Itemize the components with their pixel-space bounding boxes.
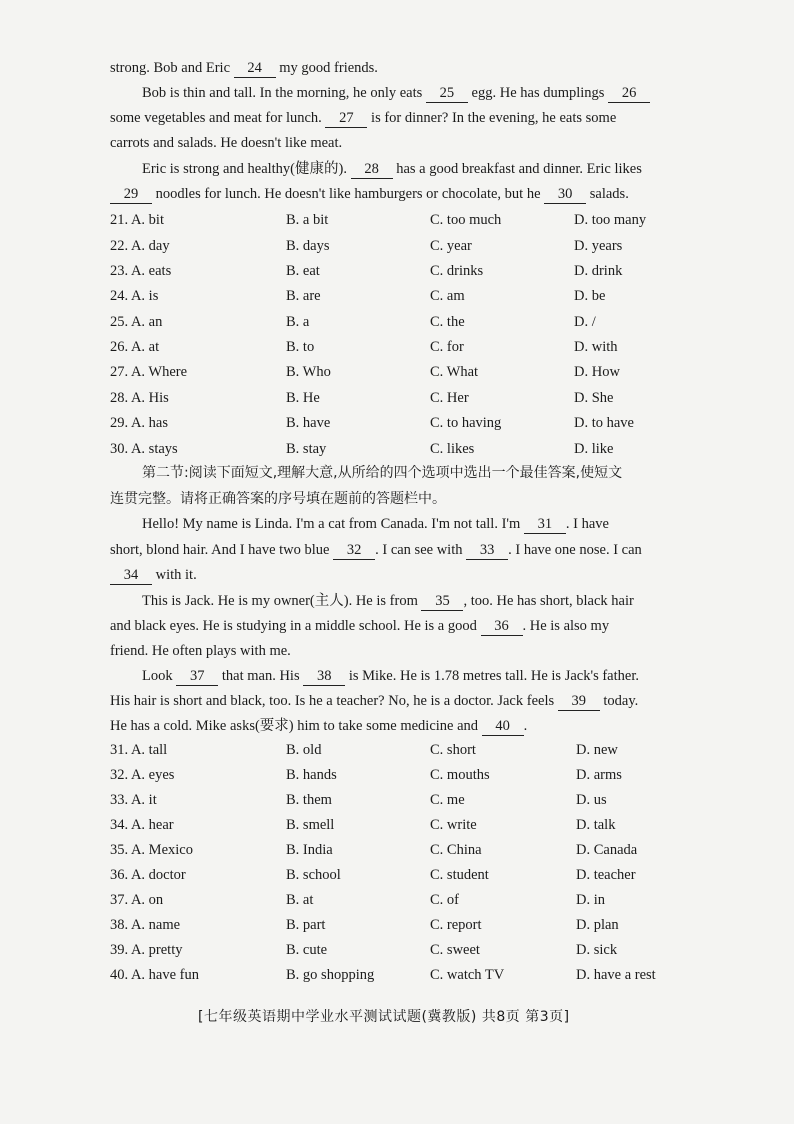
option-a: 39. A. pretty xyxy=(110,942,183,958)
option-d: D. be xyxy=(574,288,606,304)
passage-line xyxy=(110,134,342,152)
passage-text: and black eyes. He is studying in a middle school. He is a good xyxy=(110,618,477,634)
option-a: 27. A. Where xyxy=(110,364,188,380)
option-c: C. of xyxy=(430,892,459,908)
option-b: B. smell xyxy=(286,817,335,833)
passage-text: , too. He has short, black hair xyxy=(463,593,634,609)
option-b: B. are xyxy=(286,288,321,304)
blank-37: 37 xyxy=(176,667,218,686)
option-b: B. part xyxy=(286,917,326,933)
option-a: 23. A. eats xyxy=(110,263,172,279)
option-b: B. stay xyxy=(286,441,327,457)
passage-text: is Mike. He is 1.78 metres tall. He is Jack's father. xyxy=(348,668,639,684)
option-b: B. school xyxy=(286,867,341,883)
option-a: 38. A. name xyxy=(110,917,181,933)
page-footer: [七年级英语期中学业水平测试试题(冀教版) 共8页 第3页] xyxy=(198,1009,570,1025)
passage-line xyxy=(142,667,639,686)
option-d: D. How xyxy=(574,364,620,380)
option-b: B. have xyxy=(286,415,331,431)
option-c: C. sweet xyxy=(430,942,480,958)
passage-text: has a good breakfast and dinner. Eric likes xyxy=(396,161,642,177)
option-c: C. year xyxy=(430,238,472,254)
option-d: D. new xyxy=(576,742,618,758)
option-d: D. too many xyxy=(574,212,647,228)
blank-33: 33 xyxy=(466,541,508,560)
option-b: B. at xyxy=(286,892,314,908)
blank-32: 32 xyxy=(333,541,375,560)
passage-text: . I have xyxy=(565,516,609,532)
passage-text: His hair is short and black, too. Is he a teacher? No, he is a doctor. Jack feels xyxy=(110,693,555,709)
option-b: B. a bit xyxy=(286,212,329,228)
blank-24: 24 xyxy=(234,59,276,78)
blank-35: 35 xyxy=(421,592,463,611)
passage-text: strong. Bob and Eric xyxy=(110,60,231,76)
passage-text: short, blond hair. And I have two blue xyxy=(110,542,330,558)
option-d: D. drink xyxy=(574,263,623,279)
option-d: D. years xyxy=(574,238,623,254)
passage-text: with it. xyxy=(155,567,197,583)
option-c: C. for xyxy=(430,339,464,355)
blank-34: 34 xyxy=(110,566,152,585)
passage-line xyxy=(110,566,197,585)
passage-text: . He is also my xyxy=(522,618,610,634)
blank-30: 30 xyxy=(544,185,586,204)
blank-36: 36 xyxy=(481,617,523,636)
passage-line xyxy=(110,59,378,78)
option-d: D. with xyxy=(574,339,618,355)
passage-line xyxy=(110,717,527,736)
option-c: C. am xyxy=(430,288,465,304)
option-b: B. cute xyxy=(286,942,328,958)
option-d: D. in xyxy=(576,892,605,908)
option-b: B. to xyxy=(286,339,315,355)
option-a: 33. A. it xyxy=(110,792,157,808)
option-b: B. days xyxy=(286,238,330,254)
option-a: 25. A. an xyxy=(110,314,163,330)
passage-text: Hello! My name is Linda. I'm a cat from Canada. I'm not tall. I'm xyxy=(142,516,521,532)
option-a: 40. A. have fun xyxy=(110,967,199,983)
passage-text: noodles for lunch. He doesn't like hamburgers or chocolate, but he xyxy=(155,186,541,202)
option-a: 35. A. Mexico xyxy=(110,842,193,858)
section-instruction: 第二节:阅读下面短文,理解大意,从所给的四个选项中选出一个最佳答案,使短文 xyxy=(142,465,623,481)
option-c: C. short xyxy=(430,742,476,758)
option-a: 21. A. bit xyxy=(110,212,164,228)
option-a: 26. A. at xyxy=(110,339,160,355)
option-b: B. He xyxy=(286,390,320,406)
option-a: 30. A. stays xyxy=(110,441,178,457)
passage-text: . xyxy=(523,718,528,734)
option-a: 32. A. eyes xyxy=(110,767,175,783)
blank-29: 29 xyxy=(110,185,152,204)
passage-line xyxy=(110,541,642,560)
option-b: B. Who xyxy=(286,364,331,380)
option-a: 29. A. has xyxy=(110,415,168,431)
section-instruction: 连贯完整。请将正确答案的序号填在题前的答题栏中。 xyxy=(110,491,446,507)
option-d: D. arms xyxy=(576,767,622,783)
passage-text: friend. He often plays with me. xyxy=(110,643,291,659)
option-b: B. them xyxy=(286,792,332,808)
option-a: 24. A. is xyxy=(110,288,159,304)
blank-28: 28 xyxy=(351,160,393,179)
passage-text: Bob is thin and tall. In the morning, he only eats xyxy=(142,85,423,101)
option-d: D. talk xyxy=(576,817,616,833)
blank-31: 31 xyxy=(524,515,566,534)
passage-text: some vegetables and meat for lunch. xyxy=(110,110,322,126)
blank-26: 26 xyxy=(608,84,650,103)
option-b: B. India xyxy=(286,842,333,858)
option-c: C. likes xyxy=(430,441,475,457)
option-a: 28. A. His xyxy=(110,390,169,406)
passage-text: . I can see with xyxy=(375,542,463,558)
passage-text: Look xyxy=(142,668,173,684)
passage-text: . I have one nose. I can xyxy=(508,542,642,558)
option-d: D. Canada xyxy=(576,842,638,858)
passage-text: Eric is strong and healthy(健康的). xyxy=(142,161,347,177)
option-d: D. sick xyxy=(576,942,618,958)
passage-line xyxy=(110,185,629,204)
passage-text: egg. He has dumplings xyxy=(471,85,605,101)
passage-text: salads. xyxy=(589,186,629,202)
option-d: D. to have xyxy=(574,415,634,431)
option-b: B. eat xyxy=(286,263,320,279)
blank-40: 40 xyxy=(482,717,524,736)
option-b: B. old xyxy=(286,742,322,758)
option-c: C. drinks xyxy=(430,263,484,279)
option-c: C. too much xyxy=(430,212,502,228)
passage-text: that man. His xyxy=(221,668,300,684)
option-c: C. watch TV xyxy=(430,967,505,983)
option-c: C. the xyxy=(430,314,465,330)
option-d: D. plan xyxy=(576,917,619,933)
passage-text: carrots and salads. He doesn't like meat. xyxy=(110,135,343,151)
option-d: D. She xyxy=(574,390,614,406)
option-c: C. Her xyxy=(430,390,469,406)
option-a: 34. A. hear xyxy=(110,817,174,833)
option-a: 22. A. day xyxy=(110,238,170,254)
option-d: D. like xyxy=(574,441,614,457)
blank-25: 25 xyxy=(426,84,468,103)
option-c: C. to having xyxy=(430,415,502,431)
passage-line xyxy=(142,592,634,611)
passage-line xyxy=(110,617,609,636)
option-d: D. us xyxy=(576,792,607,808)
passage-line xyxy=(110,692,638,711)
option-c: C. What xyxy=(430,364,479,380)
passage-line xyxy=(110,109,616,128)
passage-text: This is Jack. He is my owner(主人). He is from xyxy=(142,593,418,609)
option-c: C. student xyxy=(430,867,489,883)
blank-38: 38 xyxy=(303,667,345,686)
option-c: C. report xyxy=(430,917,482,933)
blank-39: 39 xyxy=(558,692,600,711)
option-a: 36. A. doctor xyxy=(110,867,186,883)
option-a: 37. A. on xyxy=(110,892,164,908)
passage-line xyxy=(110,642,291,660)
option-c: C. China xyxy=(430,842,482,858)
passage-line xyxy=(142,515,609,534)
blank-27: 27 xyxy=(325,109,367,128)
passage-line xyxy=(142,160,642,179)
option-c: C. me xyxy=(430,792,465,808)
passage-line xyxy=(142,84,650,103)
option-b: B. hands xyxy=(286,767,337,783)
passage-text: my good friends. xyxy=(279,60,378,76)
option-a: 31. A. tall xyxy=(110,742,168,758)
option-c: C. write xyxy=(430,817,477,833)
option-d: D. teacher xyxy=(576,867,636,883)
option-b: B. a xyxy=(286,314,310,330)
passage-text: He has a cold. Mike asks(要求) him to take some medicine and xyxy=(110,718,479,734)
passage-text: today. xyxy=(603,693,639,709)
option-d: D. have a rest xyxy=(576,967,656,983)
passage-text: is for dinner? In the evening, he eats some xyxy=(371,110,617,126)
option-d: D. / xyxy=(574,314,596,330)
option-c: C. mouths xyxy=(430,767,490,783)
option-b: B. go shopping xyxy=(286,967,375,983)
